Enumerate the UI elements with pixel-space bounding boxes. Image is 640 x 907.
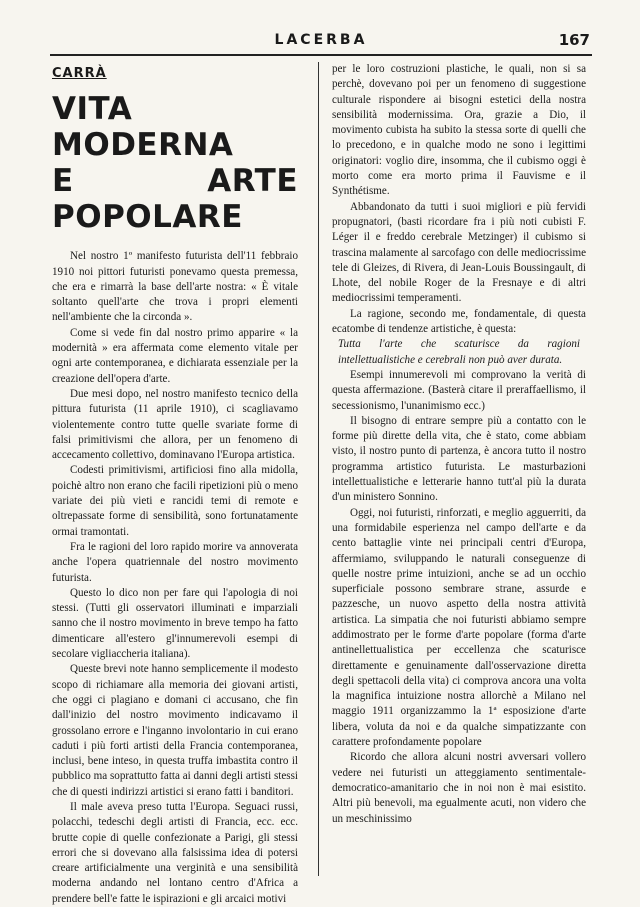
paragraph: Questo lo dico non per fare qui l'apologia di noi stessi. (Tutti gli osservatori illuminati e imparziali sanno che il nostro movimento in breve tempo ha fatto dimenticare all'estero gl'innumerevoli esempi di secolare vigliaccheria italiana). bbox=[52, 586, 298, 661]
italic-quote: Tutta l'arte che scaturisce da ragioni intellettualistiche e cerebrali non può aver durata. bbox=[338, 338, 580, 366]
right-column bbox=[332, 62, 586, 827]
paragraph: Queste brevi note hanno semplicemente il modesto scopo di richiamare alla memoria dei giovani artisti, che oggi ci plagiano e domani ci accusano, che fin dall'inizio del nostro movimento indicavamo il grossolano errore e l'inganno involontario in cui erano caduti i più forti artisti della Francia contemporanea, inclusi, bene inteso, in questa truffa imbastita contro il pubblico ma soprattutto fatta ai danni degli artisti stessi che di questi indirizzi artistici si erano fatti i banditori. bbox=[52, 663, 298, 798]
paragraph-continued: per le loro costruzioni plastiche, le quali, non si sa perchè, dovevano poi per un fenomeno di suggestione culturale rispondere ai bisogni estetici della nostra sensibilità modernissima. Ora, grazie a Dio, il movimento cubista ha subito la stessa sorte di quelli che lo precedono, e in qualche modo ne sono i legittimi originatori: voglio dire, insomma, che il cubismo oggi è morto come era morto prima il Fauvisme e il Synthétisme. bbox=[332, 63, 586, 198]
article-title-line-1: VITA MODERNA bbox=[52, 91, 234, 164]
paragraph: Nel nostro 1º manifesto futurista dell'11 febbraio 1910 noi pittori futuristi ponevamo questa premessa, che era e rimarrà la base dell'arte nostra: « È vitale soltanto quell'arte che trova i propri elementi nell'ambiente che la circonda ». bbox=[52, 250, 298, 324]
paragraph: La ragione, secondo me, fondamentale, di questa ecatombe di tendenze artistiche, è questa: bbox=[332, 307, 586, 336]
left-column bbox=[52, 62, 298, 907]
article-title-line-2: E ARTE POPOLARE bbox=[52, 163, 298, 236]
paragraph: Oggi, noi futuristi, rinforzati, e meglio agguerriti, da una formidabile esperienza nel campo dell'arte e da cento battaglie vinte nei principali centri d'Europa, affermiamo, sviluppando le naturali conseguenze di quelle nostre prime intuizioni, anche se ad un occhio superficiale possono sembrare strane, assurde e pazzesche, un nuovo aspetto della nostra attività artistica. La simpatia che noi futuristi abbiamo sempre addimostrato per le forme d'arte popolare (forma d'arte antinellettualistica per eccellenza che scaturisce direttamente e genuinamente dall'osservazione diretta degli spettacoli della vita) ci comprova ancora una volta la magnifica intuizione nostra allorchè a Milano nel maggio 1911 organizzammo la 1ª esposizione d'arte libera, voluta da noi e da qualche simpatizzante con carattere profondamente popolare bbox=[332, 506, 586, 749]
paragraph: Il bisogno di entrare sempre più a contatto con le forme più dirette della vita, che è stato, come abbiam visto, il nostro punto di partenza, è ancora tutto il nostro programma artistico futurista. Le masturbazioni intellettualistiche e letterarie hanno tutt'al più la durata d'un ministero Sonnino. bbox=[332, 414, 586, 504]
column-divider bbox=[318, 62, 319, 876]
paragraph: Due mesi dopo, nel nostro manifesto tecnico della pittura futurista (11 aprile 1910), ci scagliavamo violentemente contro tutte quelle svariate forme di falsi primitivismi che allora, per un fenomeno di accecamento collettivo, dominavano l'Europa artistica. bbox=[52, 387, 298, 462]
journal-title: LACERBA bbox=[274, 32, 368, 48]
paragraph: Abbandonato da tutti i suoi migliori e più fervidi propugnatori, (basti ricordare fra i più noti cubisti F. Léger il e freddo cerebrale Metzinger) il cubismo si trascina malamente al sarcofago con delle mediocrissime tele di Gleizes, di Rivera, di Jean-Louis Boussingault, di Lhote, del nobile Roger de la Fresnaye e di altri mediocrissimi temperamenti. bbox=[332, 200, 586, 305]
paragraph: Come si vede fin dal nostro primo apparire « la modernità » era affermata come elemento vitale per ogni arte contemporanea, e dichiarata essenziale per la creazione dell'opera d'arte. bbox=[52, 326, 298, 385]
article-author: CARRÀ bbox=[52, 66, 107, 81]
paragraph: Ricordo che allora alcuni nostri avversari vollero vedere nei futuristi un atteggiamento sentimentale-democratico-amanitario che in noi non è mai esistito. Altri più benevoli, ma egualmente acuti, non videro che un meschinissimo bbox=[332, 751, 586, 825]
paragraph: Codesti primitivismi, artificiosi fino alla midolla, poichè altro non erano che facili ripetizioni più o meno variate dei più vieti e rancidi temi di remote e oltrepassate forme di sensibilità, sono fortunatamente ormai tramontati. bbox=[52, 464, 298, 538]
page-number: 167 bbox=[558, 31, 590, 49]
paragraph: Fra le ragioni del loro rapido morire va annoverata anche l'opera quatriennale del nostro movimento futurista. bbox=[52, 540, 298, 584]
paragraph: Il male aveva preso tutta l'Europa. Seguaci russi, polacchi, tedeschi degli artisti di Francia, ecc. ecc. brutte copie di quelle confezionate a Parigi, gli stessi errori che si dovevano alla falsissima idea di potersi creare artificialmente una verginità e una sensibilità moderna andando nel lontano centro d'Africa a prendere bell'e fatte le ispirazioni e gli arcaici motivi bbox=[52, 800, 298, 905]
article-title bbox=[52, 91, 298, 235]
running-header bbox=[50, 30, 592, 56]
paragraph: Esempi innumerevoli mi comprovano la verità di questa affermazione. (Basterà citare il preraffaellismo, il secessionismo, l'unanimismo ecc.) bbox=[332, 368, 586, 412]
